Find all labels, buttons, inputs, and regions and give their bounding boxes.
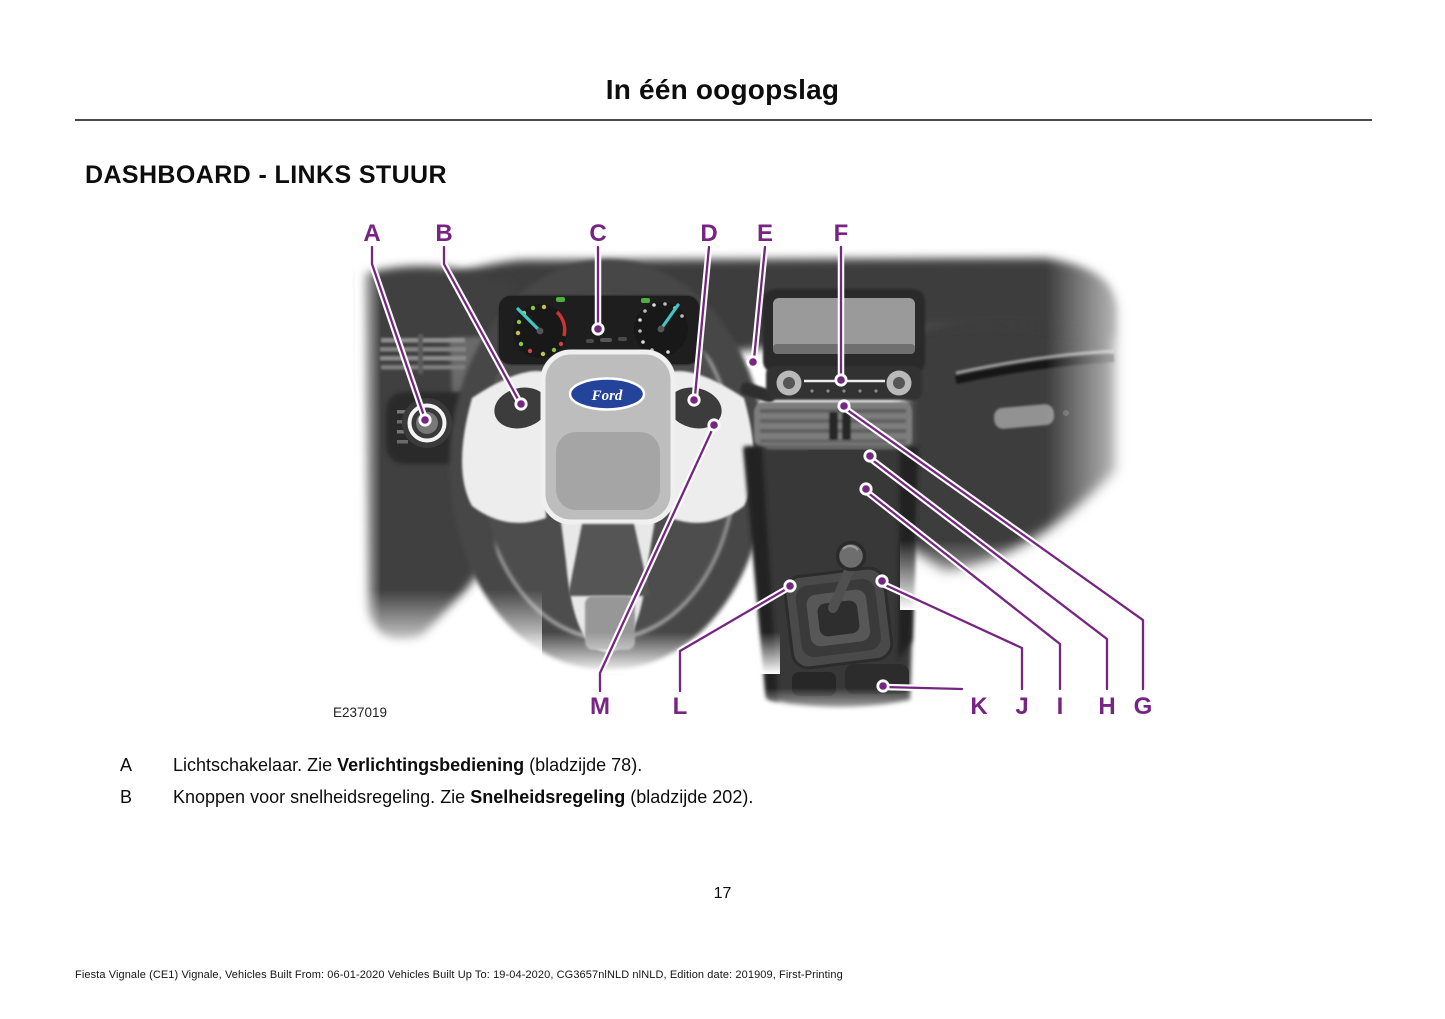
figure-reference-label: E237019 [333,705,388,720]
callout-letter-E: E [756,220,774,247]
callout-dot-K [878,681,888,691]
callout-dot-I [861,484,871,494]
callout-letter-D: D [700,220,718,247]
callout-letter-M: M [590,693,610,720]
callout-letter-J: J [1015,693,1029,720]
callout-letter-F: F [833,220,849,247]
dashboard-figure [330,212,1162,742]
callout-dot-D [689,395,699,405]
legend-item-b [120,787,753,808]
legend-item-a [120,755,642,776]
callout-letter-H: H [1098,693,1116,720]
callout-dot-L [785,581,795,591]
callout-dot-F [836,375,846,385]
page-number: 17 [713,885,732,902]
callout-dot-A [420,415,430,425]
section-title: DASHBOARD - LINKS STUUR [85,161,447,189]
tachometer [513,304,567,358]
ford-logo-text: Ford [591,388,623,404]
callout-letter-C: C [589,220,607,247]
footer-publication-info: Fiesta Vignale (CE1) Vignale, Vehicles Built From: 06-01-2020 Vehicles Built Up To: 19-04-2020, CG3657nlNLD nlNLD, Edition date: 201909, First-Printing [75,969,843,981]
speedometer [634,302,688,356]
callout-dot-E [748,357,758,367]
callout-letter-I: I [1056,693,1064,720]
callout-dot-J [877,576,887,586]
callout-dot-C [593,324,603,334]
console-bottom-fade [730,688,940,724]
legend-letter-a: A [120,755,133,775]
callout-letter-B: B [435,220,453,247]
callout-letter-G: G [1133,693,1153,720]
callout-letter-A: A [363,220,381,247]
callout-dot-G [839,401,849,411]
callout-dot-M [709,420,719,430]
callout-letter-K: K [970,693,988,720]
callout-dot-B [516,399,526,409]
legend-letter-b: B [120,787,133,807]
callout-dot-H [865,451,875,461]
dashboard-illustration [330,212,1162,742]
legend-text-b: Knoppen voor snelheidsregeling. Zie Snelheidsregeling (bladzijde 202). [173,787,754,807]
page-title: In één oogopslag [605,74,840,105]
header-divider [75,119,1372,121]
ford-logo [570,379,644,410]
callout-letter-L: L [672,693,688,720]
legend-text-a: Lichtschakelaar. Zie Verlichtingsbediening (bladzijde 78). [173,755,643,775]
